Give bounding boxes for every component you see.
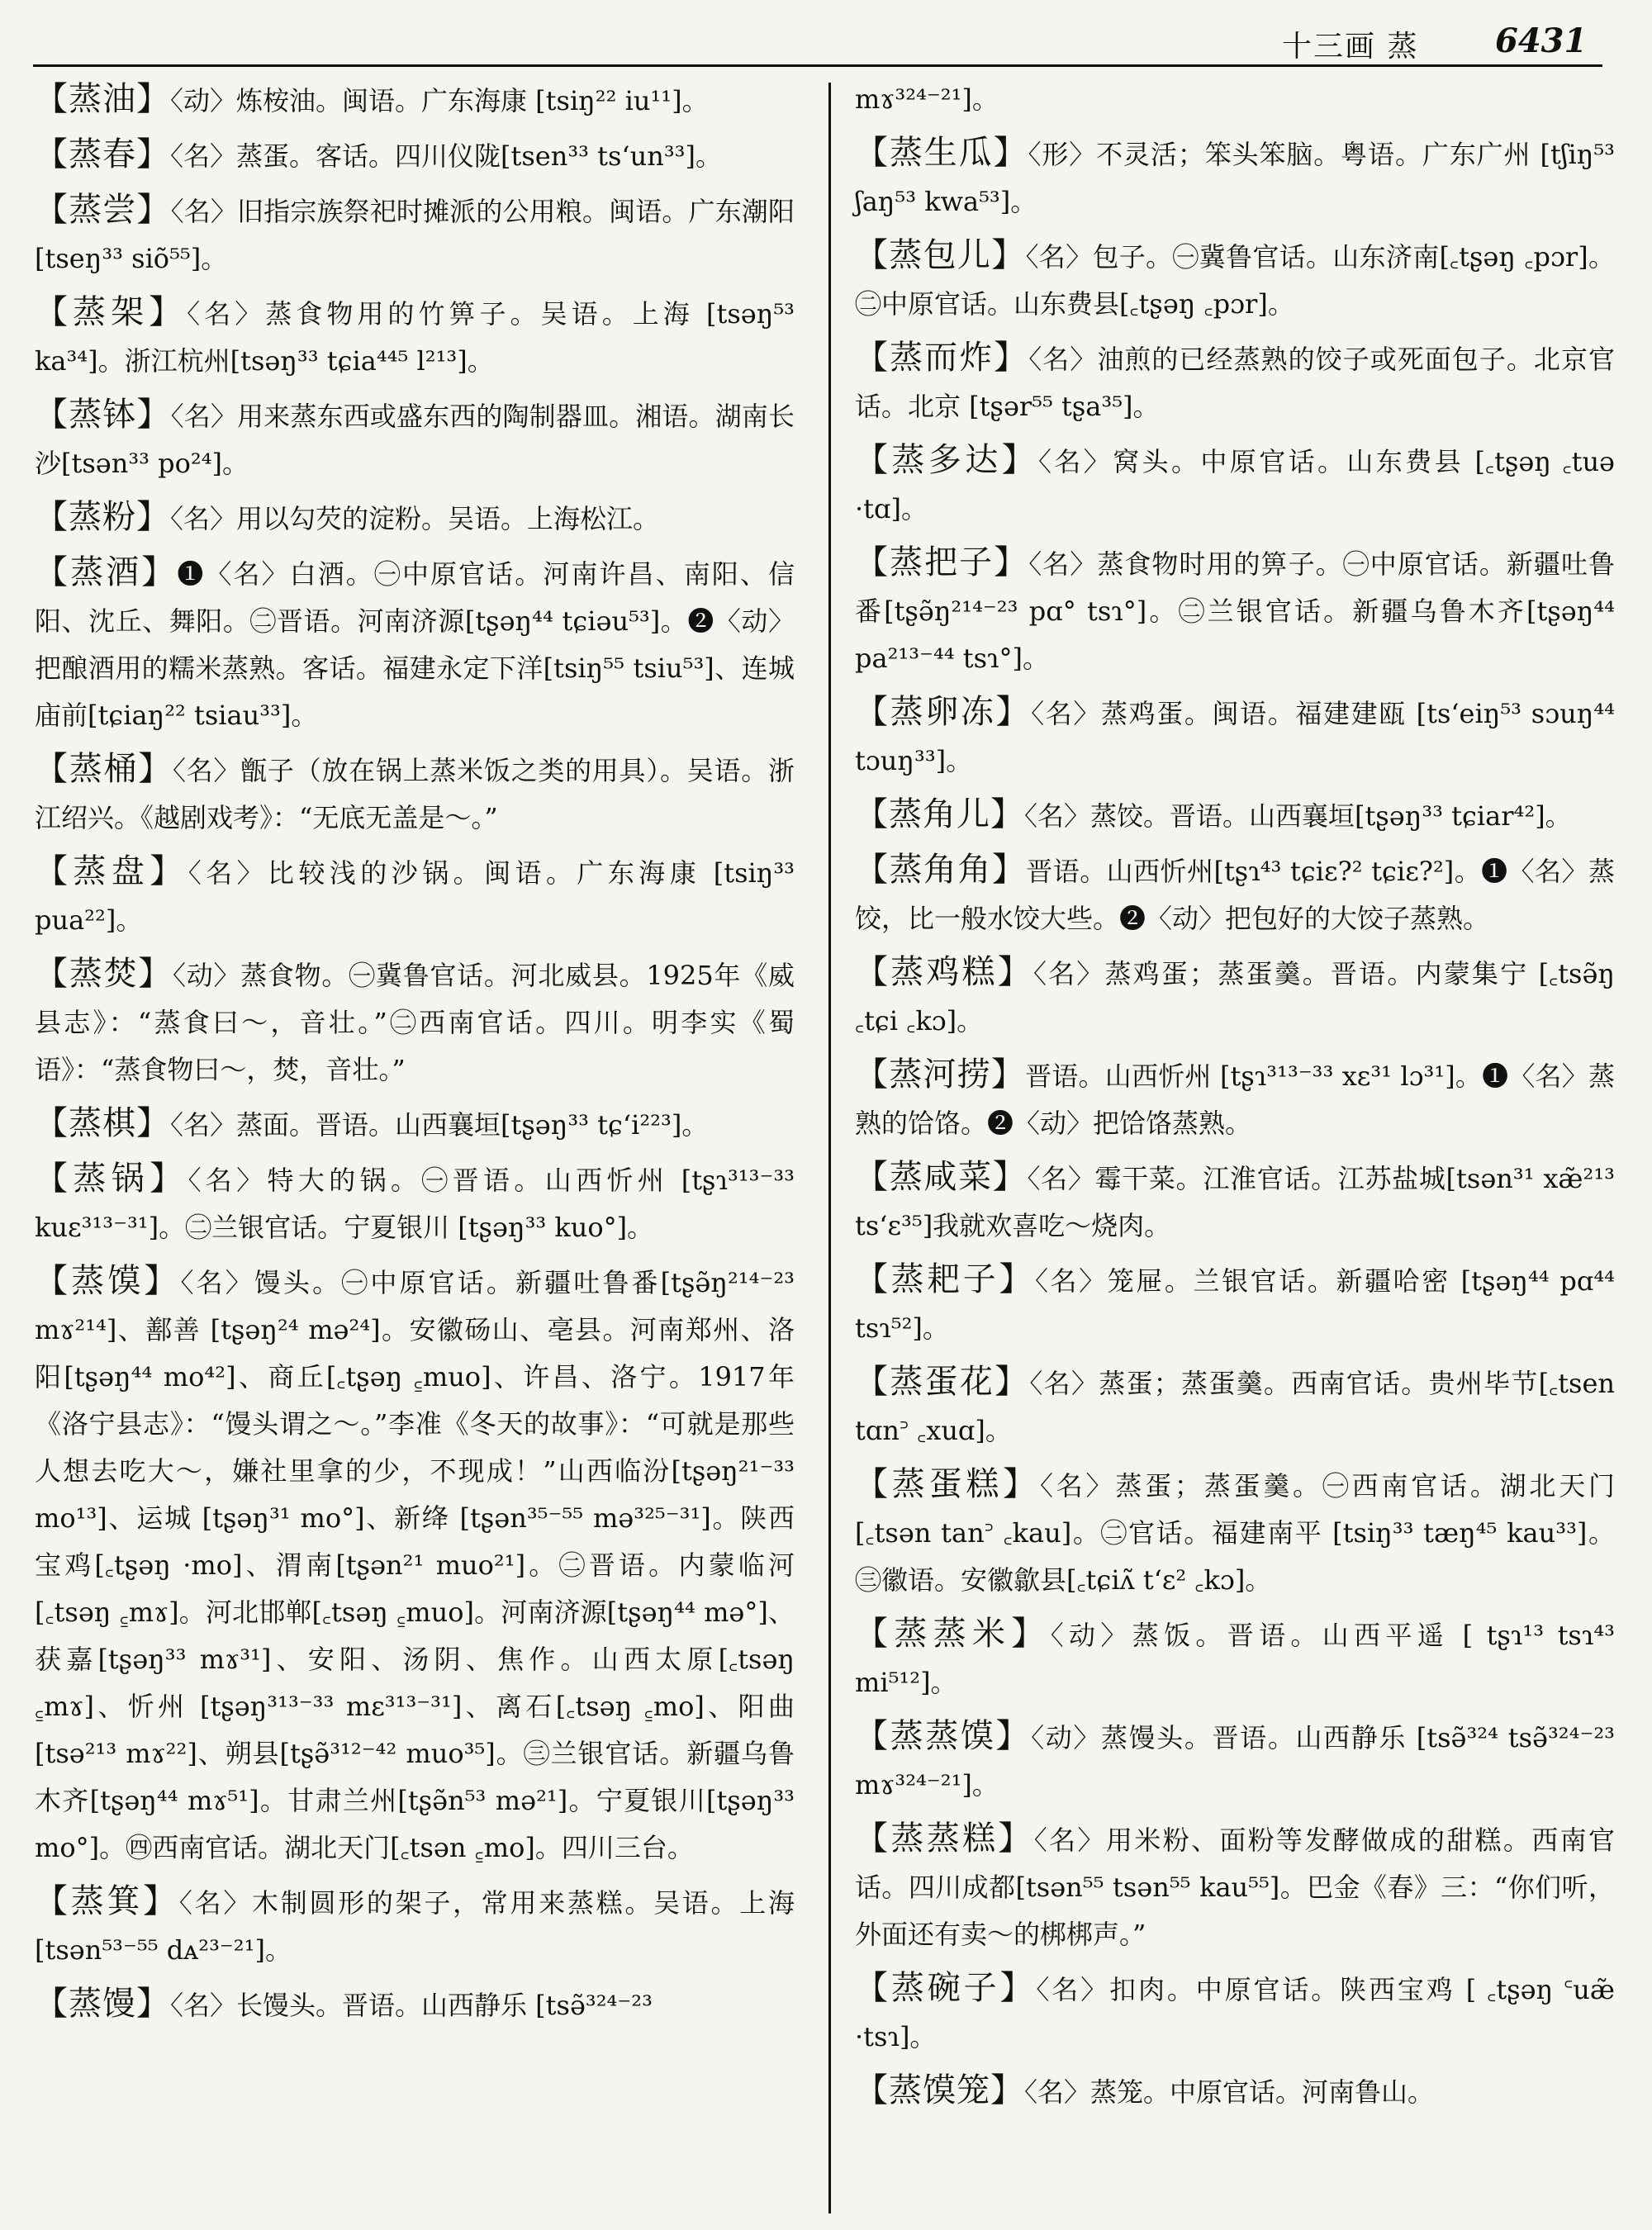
entry-headword: 【蒸而炸】 — [855, 339, 1029, 377]
entry-headword: 【蒸馍】 — [35, 1262, 181, 1300]
entry-headword: 【蒸桶】 — [35, 750, 173, 788]
entry-headword: 【蒸馒】 — [35, 1985, 170, 2023]
dictionary-entry — [855, 1815, 1615, 1958]
dictionary-entry — [35, 951, 795, 1094]
entry-headword: 【蒸耙子】 — [855, 1260, 1035, 1298]
entry-definition: 〈名〉蒸鸡蛋。闽语。福建建瓯 [tsʻeiŋ⁵³ sɔuŋ⁴⁴ tɔuŋ³³]。 — [855, 698, 1615, 776]
entry-definition: 〈名〉蒸蛋。客话。四川仪陇[tsen³³ tsʻun³³]。 — [170, 140, 722, 172]
entry-definition: 〈名〉旧指宗族祭祀时摊派的公用粮。闽语。广东潮阳[tseŋ³³ siõ⁵⁵]。 — [35, 196, 795, 274]
entry-definition: 〈名〉用以勾芡的淀粉。吴语。上海松江。 — [170, 503, 660, 534]
entry-definition: 〈动〉蒸馒头。晋语。山西静乐 [tsə̃³²⁴ tsə̃³²⁴⁻²³ mɤ³²⁴⁻²¹]。 — [855, 1722, 1615, 1801]
entry-headword: 【蒸盘】 — [35, 852, 188, 890]
entry-headword: 【蒸春】 — [35, 135, 170, 173]
dictionary-entry — [35, 187, 795, 282]
entry-headword: 【蒸碗子】 — [855, 1969, 1037, 2007]
entry-definition: 〈形〉不灵活；笨头笨脑。粤语。广东广州 [tʃiŋ⁵³ ʃaŋ⁵³ kwa⁵³]。 — [855, 139, 1615, 217]
dictionary-entry — [855, 949, 1615, 1045]
entry-definition: 〈动〉蒸食物。㊀冀鲁官话。河北威县。1925年《威县志》：“蒸食曰～，音壮。”㊁西南官话。四川。明李实《蜀语》：“蒸食物曰～，焚，音壮。” — [35, 960, 795, 1085]
entry-definition: 〈名〉霉干菜。江淮官话。江苏盐城[tsən³¹ xæ̃²¹³ tsʻɛ³⁵]我就欢喜吃～烧肉。 — [855, 1163, 1615, 1241]
entry-headword: 【蒸咸菜】 — [855, 1158, 1028, 1196]
entry-definition: ❶〈名〉白酒。㊀中原官话。河南许昌、南阳、信阳、沈丘、舞阳。㊁晋语。河南济源[tʂəŋ⁴⁴ tɕiəu⁵³]。❷〈动〉把酿酒用的糯米蒸熟。客话。福建永定下洋[tsiŋ⁵⁵ tsiu⁵³]、连城庙前[tɕiaŋ²² tsiau³³]。 — [35, 558, 795, 731]
dictionary-entry — [855, 1051, 1615, 1147]
entry-definition: 〈名〉蒸饺。晋语。山西襄垣[tʂəŋ³³ tɕiar⁴²]。 — [1024, 800, 1572, 832]
dictionary-entry — [855, 76, 1615, 123]
dictionary-entry — [35, 391, 795, 487]
dictionary-entry — [855, 437, 1615, 533]
entry-headword: 【蒸把子】 — [855, 543, 1029, 581]
header-rule — [33, 64, 1602, 67]
entry-headword: 【蒸蒸糕】 — [855, 1820, 1034, 1858]
entry-definition: 〈名〉蒸食物用的竹箅子。吴语。上海 [tsəŋ⁵³ ka³⁴]。浙江杭州[tsəŋ³³ tɕia⁴⁴⁵ l²¹³]。 — [35, 298, 795, 377]
entry-definition: 晋语。山西忻州[tʂɿ⁴³ tɕiɛ?² tɕiɛ?²]。❶〈名〉蒸饺，比一般水饺大些。❷〈动〉把包好的大饺子蒸熟。 — [855, 856, 1615, 934]
left-column — [35, 76, 795, 2036]
dictionary-entry — [855, 334, 1615, 430]
dictionary-entry — [35, 1981, 795, 2029]
dictionary-entry — [35, 76, 795, 125]
section-title: 十三画 蒸 — [1282, 30, 1419, 64]
entry-headword: 【蒸油】 — [35, 80, 170, 118]
entry-definition: 〈名〉窝头。中原官话。山东费县 [꜀tʂəŋ ꜀tuə ·tɑ]。 — [855, 446, 1615, 524]
entry-headword: 【蒸蛋糕】 — [855, 1465, 1040, 1503]
dictionary-entry — [855, 1965, 1615, 2061]
dictionary-entry — [35, 549, 795, 739]
dictionary-entry — [855, 1256, 1615, 1352]
dictionary-entry — [855, 2067, 1615, 2116]
entry-headword: 【蒸蒸米】 — [855, 1615, 1051, 1653]
entry-headword: 【蒸锅】 — [35, 1160, 188, 1198]
entry-definition: 〈名〉扣肉。中原官话。陕西宝鸡 [ ꜀tʂəŋ ꜂uæ̃ ·tsɿ]。 — [855, 1974, 1615, 2052]
column-divider — [828, 83, 831, 2213]
dictionary-entry — [855, 232, 1615, 328]
entry-definition: 晋语。山西忻州 [tʂɿ³¹³⁻³³ xɛ³¹ lɔ³¹]。❶〈名〉蒸熟的饸饹。❷〈动〉把饸饹蒸熟。 — [855, 1060, 1615, 1139]
page-number: 6431 — [1495, 21, 1588, 60]
entry-definition: 〈名〉特大的锅。㊀晋语。山西忻州 [tʂɿ³¹³⁻³³ kuɛ³¹³⁻³¹]。㊁兰银官话。宁夏银川 [tʂəŋ³³ kuo°]。 — [35, 1165, 795, 1243]
dictionary-entry — [855, 130, 1615, 225]
entry-definition: mɤ³²⁴⁻²¹]。 — [855, 83, 999, 115]
entry-definition: 〈动〉炼桉油。闽语。广东海康 [tsiŋ²² iu¹¹]。 — [170, 85, 709, 116]
entry-headword: 【蒸角角】 — [855, 851, 1027, 889]
entry-definition: 〈名〉笼屉。兰银官话。新疆哈密 [tʂəŋ⁴⁴ pɑ⁴⁴ tsɿ⁵²]。 — [855, 1265, 1615, 1344]
entry-headword: 【蒸棋】 — [35, 1104, 170, 1142]
entry-definition: 〈名〉油煎的已经蒸熟的饺子或死面包子。北京官话。北京 [tʂər⁵⁵ tʂa³⁵]。 — [855, 344, 1615, 422]
entry-definition: 〈名〉比较浅的沙锅。闽语。广东海康 [tsiŋ³³ pua²²]。 — [35, 857, 795, 936]
entry-definition: 〈名〉馒头。㊀中原官话。新疆吐鲁番[tʂə̃ŋ²¹⁴⁻²³ mɤ²¹⁴]、鄯善 [tʂəŋ²⁴ mə²⁴]。安徽砀山、亳县。河南郑州、洛阳[tʂəŋ⁴⁴ mo⁴²]、商丘[꜀tʂəŋ ꜁muo]、许昌、洛宁。1917年《洛宁县志》：“馒头谓之～。”李准《冬天的故事》：“可就是那些人想去吃大～，嫌社里拿的少，不现成！”山西临汾[tʂəŋ²¹⁻³³ mo¹³]、运城 [tʂəŋ³¹ mo°]、新绛 [tʂən³⁵⁻⁵⁵ mə³²⁵⁻³¹]。陕西宝鸡[꜀tʂəŋ ·mo]、渭南[tʂən²¹ muo²¹]。㊁晋语。内蒙临河[꜀tsəŋ ꜁mɤ]。河北邯郸[꜀tsəŋ ꜁muo]。河南济源[tʂəŋ⁴⁴ mə°]、获嘉[tʂəŋ³³ mɤ³¹]、安阳、汤阴、焦作。山西太原[꜀tsəŋ ꜁mɤ]、忻州 [tʂəŋ³¹³⁻³³ mɛ³¹³⁻³¹]、离石[꜀tsəŋ ꜁mo]、阳曲[tsə²¹³ mɤ²²]、朔县[tʂə̃³¹²⁻⁴² muo³⁵]。㊂兰银官话。新疆乌鲁木齐[tʂəŋ⁴⁴ mɤ⁵¹]。甘肃兰州[tʂə̃n⁵³ mə²¹]。宁夏银川[tʂəŋ³³ mo°]。㊃西南官话。湖北天门[꜀tsən ꜁mo]。四川三台。 — [35, 1267, 795, 1863]
entry-definition: 〈名〉用米粉、面粉等发酵做成的甜糕。西南官话。四川成都[tsən⁵⁵ tsən⁵⁵ kau⁵⁵]。巴金《春》三：“你们听，外面还有卖～的梆梆声。” — [855, 1824, 1615, 1950]
dictionary-entry — [35, 289, 795, 385]
entry-headword: 【蒸河捞】 — [855, 1056, 1026, 1094]
dictionary-entry — [855, 689, 1615, 785]
dictionary-entry — [855, 1713, 1615, 1809]
entry-definition: 〈名〉蒸蛋；蒸蛋羹。西南官话。贵州毕节[꜀tsen tɑn꜄ ꜀xuɑ]。 — [855, 1368, 1616, 1446]
entry-headword: 【蒸粉】 — [35, 498, 170, 536]
entry-headword: 【蒸酒】 — [35, 553, 178, 591]
dictionary-entry — [855, 1461, 1615, 1604]
right-column — [855, 76, 1615, 2123]
dictionary-entry — [855, 1359, 1615, 1454]
dictionary-entry — [855, 791, 1615, 840]
dictionary-entry — [35, 746, 795, 842]
entry-headword: 【蒸包儿】 — [855, 236, 1026, 274]
entry-headword: 【蒸焚】 — [35, 955, 173, 993]
dictionary-entry — [855, 1154, 1615, 1250]
entry-headword: 【蒸尝】 — [35, 191, 171, 229]
entry-headword: 【蒸鸡糕】 — [855, 953, 1033, 991]
entry-headword: 【蒸蛋花】 — [855, 1363, 1030, 1401]
entry-definition: 〈名〉用来蒸东西或盛东西的陶制器皿。湘语。湖南长沙[tsən³³ po²⁴]。 — [35, 401, 795, 479]
entry-definition: 〈名〉木制圆形的架子，常用来蒸糕。吴语。上海[tsən⁵³⁻⁵⁵ dᴀ²³⁻²¹]。 — [35, 1887, 795, 1966]
entry-headword: 【蒸角儿】 — [855, 795, 1024, 833]
entry-headword: 【蒸架】 — [35, 293, 188, 331]
dictionary-entry — [35, 1878, 795, 1974]
entry-headword: 【蒸卵冻】 — [855, 693, 1032, 731]
entry-headword: 【蒸馍笼】 — [855, 2071, 1024, 2109]
entry-definition: 〈名〉蒸鸡蛋；蒸蛋羹。晋语。内蒙集宁 [꜀tsə̃ŋ ꜀tɕi ꜀kɔ]。 — [855, 958, 1616, 1037]
entry-definition: 〈名〉长馒头。晋语。山西静乐 [tsə̃³²⁴⁻²³ — [170, 1990, 653, 2021]
dictionary-entry — [855, 539, 1615, 682]
dictionary-entry — [855, 1611, 1615, 1706]
entry-definition: 〈名〉包子。㊀冀鲁官话。山东济南[꜀tʂəŋ ꜀pɔr]。㊁中原官话。山东费县[꜀tʂəŋ ꜀pɔr]。 — [855, 241, 1615, 320]
dictionary-entry — [35, 494, 795, 543]
entry-headword: 【蒸钵】 — [35, 396, 171, 434]
entry-definition: 〈名〉蒸食物时用的箅子。㊀中原官话。新疆吐鲁番[tʂə̃ŋ²¹⁴⁻²³ pɑ° tsɿ°]。㊁兰银官话。新疆乌鲁木齐[tʂəŋ⁴⁴ pa²¹³⁻⁴⁴ tsɿ°]。 — [855, 548, 1615, 674]
dictionary-entry — [855, 847, 1615, 942]
dictionary-entry — [35, 1155, 795, 1251]
entry-headword: 【蒸生瓜】 — [855, 134, 1028, 172]
entry-definition: 〈动〉蒸饭。晋语。山西平遥 [ tʂɿ¹³ tsɿ⁴³ mi⁵¹²]。 — [855, 1620, 1615, 1698]
dictionary-entry — [35, 1258, 795, 1872]
entry-headword: 【蒸箕】 — [35, 1882, 179, 1920]
dictionary-entry — [35, 1100, 795, 1149]
entry-definition: 〈名〉蒸笼。中原官话。河南鲁山。 — [1024, 2076, 1435, 2108]
page-header — [0, 0, 1652, 64]
entry-headword: 【蒸多达】 — [855, 441, 1038, 479]
entry-definition: 〈名〉甑子（放在锅上蒸米饭之类的用具）。吴语。浙江绍兴。《越剧戏考》：“无底无盖是～。” — [35, 755, 795, 833]
entry-definition: 〈名〉蒸蛋；蒸蛋羹。㊀西南官话。湖北天门[꜀tsən tan꜄ ꜀kau]。㊁官话。福建南平 [tsiŋ³³ tæŋ⁴⁵ kau³³]。㊂徽语。安徽歙县[꜀tɕiʌ̃ tʻɛ² ꜀kɔ]。 — [855, 1470, 1615, 1596]
dictionary-entry — [35, 131, 795, 180]
dictionary-entry — [35, 848, 795, 944]
entry-headword: 【蒸蒸馍】 — [855, 1717, 1032, 1755]
entry-definition: 〈名〉蒸面。晋语。山西襄垣[tʂəŋ³³ tɕʻi²²³]。 — [170, 1109, 709, 1141]
